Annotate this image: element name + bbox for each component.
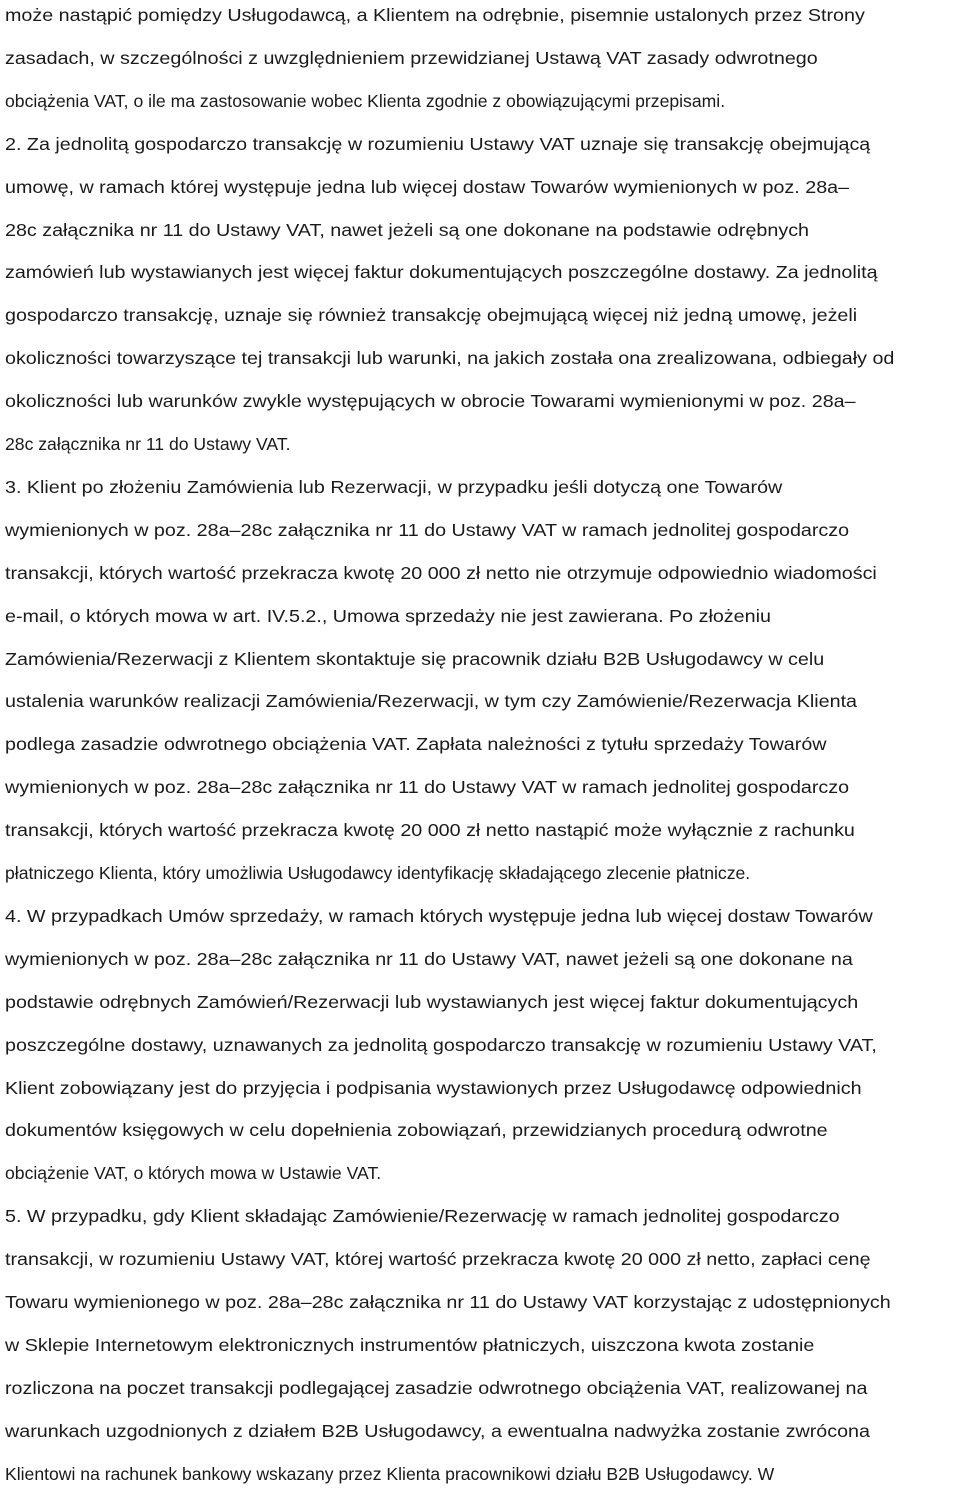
text-line: obciążenie VAT, o których mowa w Ustawie VAT. [5,1163,382,1184]
text-line: poszczególne dostawy, uznawanych za jednolitą gospodarczo transakcję w rozumieniu Ustawy VAT, [5,1034,877,1055]
text-line: rozliczona na poczet transakcji podlegającej zasadzie odwrotnego obciążenia VAT, realizowanej na [5,1377,868,1398]
text-line: 4. W przypadkach Umów sprzedaży, w ramach których występuje jedna lub więcej dostaw Towarów [5,905,873,926]
text-line: podstawie odrębnych Zamówień/Rezerwacji lub wystawianych jest więcej faktur dokumentujących [5,991,859,1012]
text-line: umowę, w ramach której występuje jedna lub więcej dostaw Towarów wymienionych w poz. 28a– [5,176,850,197]
text-line: warunkach uzgodnionych z działem B2B Usługodawcy, a ewentualna nadwyżka zostanie zwrócona [5,1420,870,1441]
text-line: ustalenia warunków realizacji Zamówienia/Rezerwacji, w tym czy Zamówienie/Rezerwacja Klienta [5,691,858,712]
text-line: 3. Klient po złożeniu Zamówienia lub Rezerwacji, w przypadku jeśli dotyczą one Towarów [5,476,783,497]
text-line: obciążenia VAT, o ile ma zastosowanie wobec Klienta zgodnie z obowiązującymi przepisami. [5,90,726,111]
text-line: transakcji, w rozumieniu Ustawy VAT, której wartość przekracza kwotę 20 000 zł netto, zapłaci cenę [5,1249,871,1270]
text-line: dokumentów księgowych w celu dopełnienia zobowiązań, przewidzianych procedurą odwrotne [5,1120,828,1141]
text-line: 2. Za jednolitą gospodarczo transakcję w rozumieniu Ustawy VAT uznaje się transakcję obejmującą [5,133,871,154]
text-line: okoliczności towarzyszące tej transakcji lub warunki, na jakich została ona zrealizowana, odbiegały od [5,348,895,369]
text-line: 28c załącznika nr 11 do Ustawy VAT. [5,434,291,454]
text-line: gospodarczo transakcję, uznaje się również transakcję obejmującą więcej niż jedną umowę, jeżeli [5,305,858,326]
text-line: transakcji, których wartość przekracza kwotę 20 000 zł netto nastąpić może wyłącznie z rachunku [5,820,855,841]
text-line: płatniczego Klienta, który umożliwia Usługodawcy identyfikację składającego zlecenie płatnicze. [5,863,751,883]
text-line: w Sklepie Internetowym elektronicznych instrumentów płatniczych, uiszczona kwota zostanie [5,1334,815,1355]
text-line: Klient zobowiązany jest do przyjęcia i podpisania wystawionych przez Usługodawcę odpowiednich [5,1077,862,1098]
text-line: wymienionych w poz. 28a–28c załącznika nr 11 do Ustawy VAT w ramach jednolitej gospodarczo [5,777,850,798]
text-line: transakcji, których wartość przekracza kwotę 20 000 zł netto nie otrzymuje odpowiednio wiadomości [5,562,877,583]
text-line: Zamówienia/Rezerwacji z Klientem skontaktuje się pracownik działu B2B Usługodawcy w celu [5,648,825,669]
text-line: okoliczności lub warunków zwykle występujących w obrocie Towarami wymienionymi w poz. 28a– [5,391,856,412]
text-line: Klientowi na rachunek bankowy wskazany przez Klienta pracownikowi działu B2B Usługodawcy. W [5,1463,775,1484]
text-line: może nastąpić pomiędzy Usługodawcą, a Klientem na odrębnie, pisemnie ustalonych przez Strony [5,5,865,25]
text-line: wymienionych w poz. 28a–28c załącznika nr 11 do Ustawy VAT w ramach jednolitej gospodarczo [5,519,850,540]
text-line: zamówień lub wystawianych jest więcej faktur dokumentujących poszczególne dostawy. Za jednolitą [5,262,878,283]
text-line: 5. W przypadku, gdy Klient składając Zamówienie/Rezerwację w ramach jednolitej gospodarczo [5,1206,840,1227]
text-line: Towaru wymienionego w poz. 28a–28c załącznika nr 11 do Ustawy VAT korzystając z udostępnionych [5,1292,891,1312]
text-line: podlega zasadzie odwrotnego obciążenia VAT. Zapłata należności z tytułu sprzedaży Towarów [5,734,827,755]
text-line: e-mail, o których mowa w art. IV.5.2., Umowa sprzedaży nie jest zawierana. Po złożeniu [5,605,771,626]
text-line: zasadach, w szczególności z uwzględnieniem przewidzianej Ustawą VAT zasady odwrotnego [5,47,818,68]
text-line: wymienionych w poz. 28a–28c załącznika nr 11 do Ustawy VAT, nawet jeżeli są one dokonane na [5,948,853,969]
text-line: 28c załącznika nr 11 do Ustawy VAT, nawet jeżeli są one dokonane na podstawie odrębnych [5,219,810,240]
